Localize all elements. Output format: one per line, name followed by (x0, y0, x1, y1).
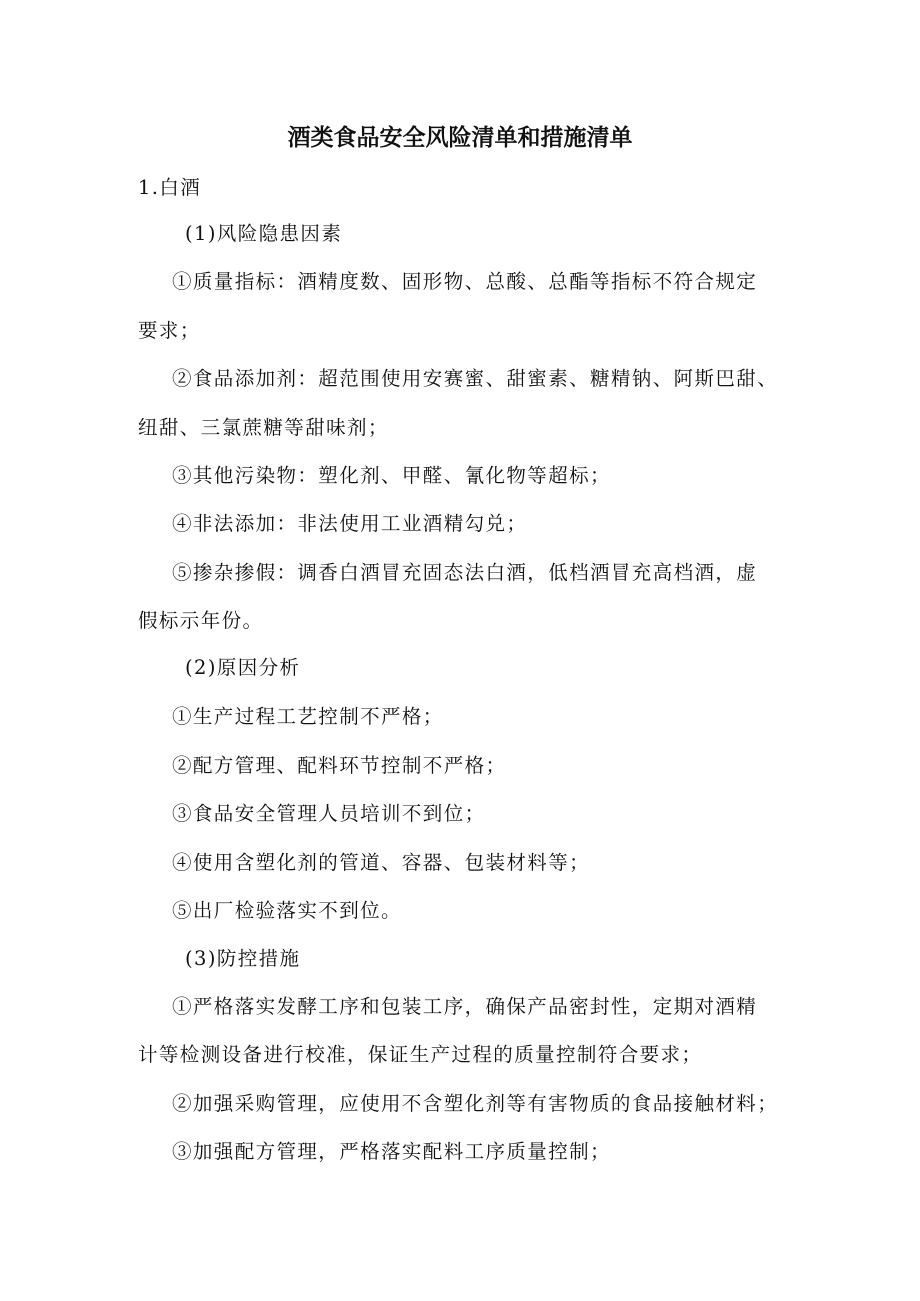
risk-item-3: ③其他污染物：塑化剂、甲醛、氰化物等超标； (172, 464, 611, 487)
cause-item-4: ④使用含塑化剂的管道、容器、包装材料等； (172, 851, 591, 874)
measures-heading: (3)防控措施 (185, 947, 301, 970)
cause-item-3: ③食品安全管理人员培训不到位； (172, 802, 486, 825)
cause-item-2: ②配方管理、配料环节控制不严格； (172, 754, 507, 777)
risks-heading: (1)风险隐患因素 (185, 222, 343, 245)
risk-item-2: ②食品添加剂：超范围使用安赛蜜、甜蜜素、糖精钠、阿斯巴甜、 (172, 367, 779, 390)
risk-item-2-cont: 纽甜、三氯蔗糖等甜味剂； (138, 416, 389, 439)
risk-item-5-cont: 假标示年份。 (138, 609, 264, 632)
causes-heading: (2)原因分析 (185, 656, 301, 679)
measure-item-1-cont: 计等检测设备进行校准，保证生产过程的质量控制符合要求； (138, 1043, 703, 1066)
measure-item-3: ③加强配方管理，严格落实配料工序质量控制； (172, 1140, 611, 1163)
cause-item-1: ①生产过程工艺控制不严格； (172, 705, 444, 728)
risk-item-5: ⑤掺杂掺假：调香白酒冒充固态法白酒，低档酒冒充高档酒，虚 (172, 561, 758, 584)
page-title: 酒类食品安全风险清单和措施清单 (287, 125, 633, 151)
risk-item-1-cont: 要求； (138, 319, 201, 342)
section-heading: 1.白酒 (138, 176, 202, 199)
cause-item-5: ⑤出厂检验落实不到位。 (172, 899, 402, 922)
measure-item-2: ②加强采购管理，应使用不含塑化剂等有害物质的食品接触材料； (172, 1092, 779, 1115)
risk-item-1: ①质量指标：酒精度数、固形物、总酸、总酯等指标不符合规定 (172, 270, 758, 293)
measure-item-1: ①严格落实发酵工序和包装工序，确保产品密封性，定期对酒精 (172, 995, 758, 1018)
risk-item-4: ④非法添加：非法使用工业酒精勾兑； (172, 512, 528, 535)
